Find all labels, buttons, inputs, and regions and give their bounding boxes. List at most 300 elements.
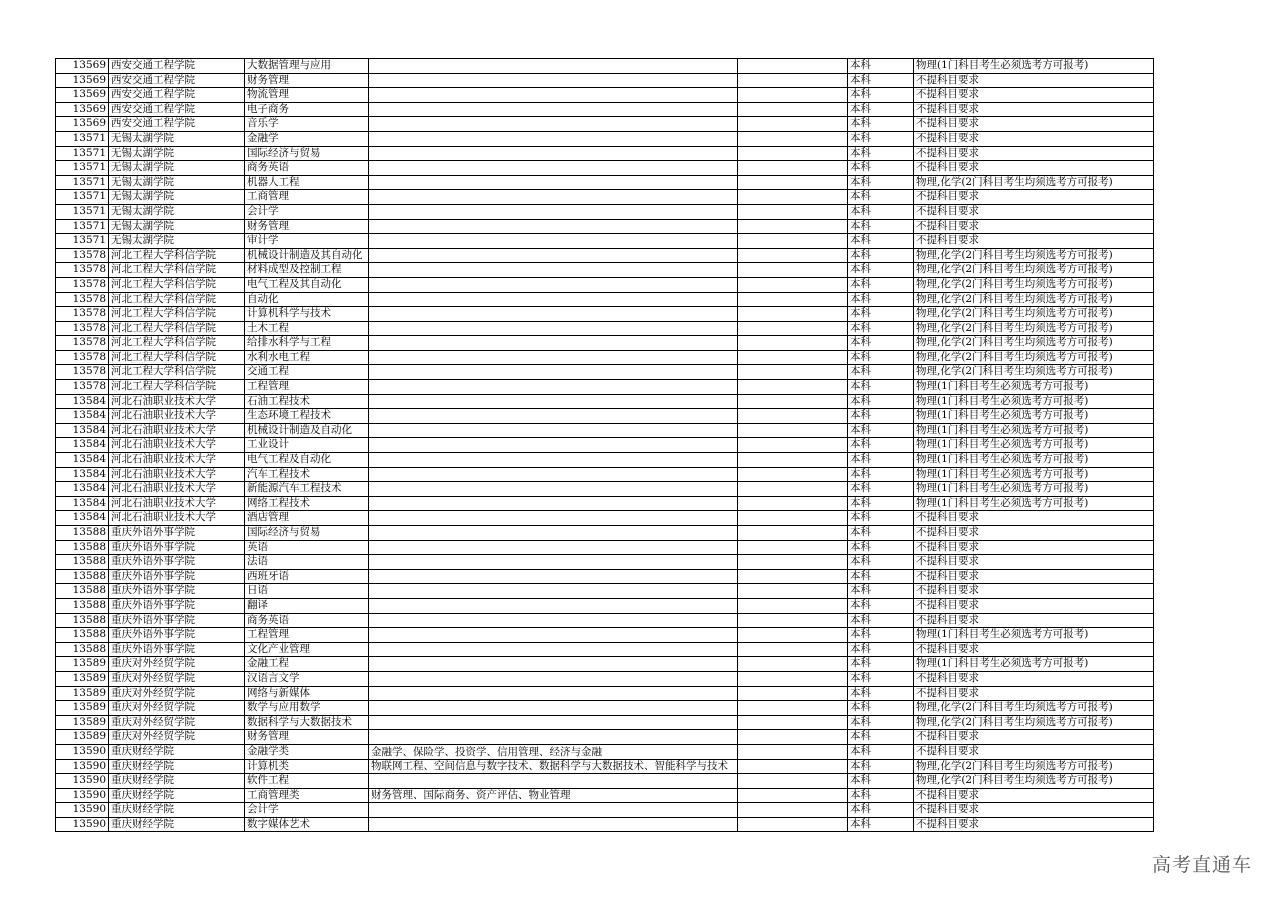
remark-cell (738, 102, 848, 117)
school-code-cell: 13571 (56, 146, 109, 161)
school-code-cell: 13584 (56, 453, 109, 468)
subject-requirement-cell: 不提科目要求 (914, 73, 1154, 88)
major-name-cell: 工程管理 (245, 380, 369, 395)
major-name-cell: 数字媒体艺术 (245, 817, 369, 832)
included-majors-cell (369, 628, 738, 643)
major-name-cell: 商务英语 (245, 161, 369, 176)
remark-cell (738, 88, 848, 103)
school-code-cell: 13590 (56, 744, 109, 759)
level-cell: 本科 (848, 219, 914, 234)
school-code-cell: 13590 (56, 803, 109, 818)
remark-cell (738, 628, 848, 643)
level-cell: 本科 (848, 88, 914, 103)
subject-requirement-cell: 物理,化学(2门科目考生均须选考方可报考) (914, 350, 1154, 365)
major-name-cell: 电气工程及自动化 (245, 453, 369, 468)
remark-cell (738, 715, 848, 730)
school-name-cell: 重庆财经学院 (109, 744, 245, 759)
subject-requirement-cell: 物理(1门科目考生必须选考方可报考) (914, 438, 1154, 453)
included-majors-cell (369, 511, 738, 526)
level-cell: 本科 (848, 146, 914, 161)
subject-requirement-cell: 物理(1门科目考生必须选考方可报考) (914, 394, 1154, 409)
table-row (56, 715, 1154, 730)
remark-cell (738, 336, 848, 351)
subject-requirement-cell: 不提科目要求 (914, 526, 1154, 541)
major-name-cell: 西班牙语 (245, 569, 369, 584)
level-cell: 本科 (848, 569, 914, 584)
table-row (56, 88, 1154, 103)
included-majors-cell (369, 467, 738, 482)
school-code-cell: 13571 (56, 175, 109, 190)
school-name-cell: 河北石油职业技术大学 (109, 409, 245, 424)
school-name-cell: 河北工程大学科信学院 (109, 321, 245, 336)
subject-requirement-cell: 物理,化学(2门科目考生均须选考方可报考) (914, 701, 1154, 716)
included-majors-cell (369, 642, 738, 657)
major-name-cell: 法语 (245, 555, 369, 570)
included-majors-cell (369, 350, 738, 365)
school-code-cell: 13578 (56, 248, 109, 263)
remark-cell (738, 511, 848, 526)
remark-cell (738, 190, 848, 205)
subject-requirement-cell: 不提科目要求 (914, 555, 1154, 570)
major-name-cell: 电子商务 (245, 102, 369, 117)
table-row (56, 146, 1154, 161)
remark-cell (738, 263, 848, 278)
subject-requirement-cell: 物理(1门科目考生必须选考方可报考) (914, 467, 1154, 482)
school-name-cell: 重庆外语外事学院 (109, 526, 245, 541)
school-name-cell: 重庆财经学院 (109, 774, 245, 789)
school-name-cell: 无锡太湖学院 (109, 204, 245, 219)
table-row (56, 511, 1154, 526)
major-name-cell: 英语 (245, 540, 369, 555)
table-row (56, 526, 1154, 541)
major-name-cell: 水利水电工程 (245, 350, 369, 365)
remark-cell (738, 409, 848, 424)
school-code-cell: 13589 (56, 686, 109, 701)
level-cell: 本科 (848, 613, 914, 628)
level-cell: 本科 (848, 190, 914, 205)
remark-cell (738, 730, 848, 745)
major-name-cell: 土木工程 (245, 321, 369, 336)
remark-cell (738, 526, 848, 541)
table-row (56, 277, 1154, 292)
school-code-cell: 13578 (56, 380, 109, 395)
included-majors-cell (369, 131, 738, 146)
included-majors-cell (369, 292, 738, 307)
subject-requirement-cell: 不提科目要求 (914, 788, 1154, 803)
major-name-cell: 机械设计制造及其自动化 (245, 248, 369, 263)
remark-cell (738, 774, 848, 789)
subject-requirement-cell: 物理,化学(2门科目考生均须选考方可报考) (914, 263, 1154, 278)
subject-requirement-cell: 不提科目要求 (914, 730, 1154, 745)
included-majors-cell (369, 613, 738, 628)
remark-cell (738, 496, 848, 511)
major-name-cell: 金融学 (245, 131, 369, 146)
included-majors-cell (369, 803, 738, 818)
level-cell: 本科 (848, 628, 914, 643)
table-row (56, 774, 1154, 789)
major-name-cell: 物流管理 (245, 88, 369, 103)
school-code-cell: 13588 (56, 569, 109, 584)
subject-requirement-cell: 物理(1门科目考生必须选考方可报考) (914, 628, 1154, 643)
level-cell: 本科 (848, 730, 914, 745)
school-name-cell: 河北石油职业技术大学 (109, 438, 245, 453)
major-name-cell: 会计学 (245, 803, 369, 818)
school-name-cell: 河北石油职业技术大学 (109, 482, 245, 497)
school-code-cell: 13588 (56, 598, 109, 613)
table-row (56, 759, 1154, 774)
school-code-cell: 13589 (56, 657, 109, 672)
major-name-cell: 大数据管理与应用 (245, 59, 369, 74)
school-name-cell: 西安交通工程学院 (109, 117, 245, 132)
school-name-cell: 重庆外语外事学院 (109, 613, 245, 628)
school-code-cell: 13589 (56, 730, 109, 745)
subject-requirement-cell: 物理,化学(2门科目考生均须选考方可报考) (914, 759, 1154, 774)
subject-requirement-cell: 物理(1门科目考生必须选考方可报考) (914, 59, 1154, 74)
school-name-cell: 重庆外语外事学院 (109, 569, 245, 584)
school-code-cell: 13590 (56, 774, 109, 789)
subject-requirement-cell: 物理,化学(2门科目考生均须选考方可报考) (914, 336, 1154, 351)
subject-requirement-cell: 不提科目要求 (914, 117, 1154, 132)
included-majors-cell (369, 277, 738, 292)
level-cell: 本科 (848, 511, 914, 526)
school-code-cell: 13588 (56, 540, 109, 555)
included-majors-cell (369, 380, 738, 395)
remark-cell (738, 146, 848, 161)
table-row (56, 394, 1154, 409)
included-majors-cell (369, 453, 738, 468)
school-code-cell: 13571 (56, 219, 109, 234)
level-cell: 本科 (848, 102, 914, 117)
table-row (56, 350, 1154, 365)
included-majors-cell (369, 219, 738, 234)
included-majors-cell (369, 657, 738, 672)
level-cell: 本科 (848, 234, 914, 249)
table-row (56, 730, 1154, 745)
level-cell: 本科 (848, 482, 914, 497)
school-name-cell: 河北工程大学科信学院 (109, 350, 245, 365)
included-majors-cell (369, 59, 738, 74)
school-name-cell: 重庆外语外事学院 (109, 540, 245, 555)
level-cell: 本科 (848, 204, 914, 219)
level-cell: 本科 (848, 73, 914, 88)
school-name-cell: 西安交通工程学院 (109, 73, 245, 88)
remark-cell (738, 598, 848, 613)
subject-requirement-cell: 不提科目要求 (914, 190, 1154, 205)
school-name-cell: 河北石油职业技术大学 (109, 453, 245, 468)
level-cell: 本科 (848, 584, 914, 599)
school-name-cell: 河北工程大学科信学院 (109, 248, 245, 263)
table-row (56, 321, 1154, 336)
included-majors-cell (369, 307, 738, 322)
table-row (56, 234, 1154, 249)
remark-cell (738, 453, 848, 468)
remark-cell (738, 307, 848, 322)
remark-cell (738, 657, 848, 672)
table-row (56, 365, 1154, 380)
school-name-cell: 重庆外语外事学院 (109, 598, 245, 613)
subject-requirement-cell: 不提科目要求 (914, 598, 1154, 613)
school-name-cell: 河北工程大学科信学院 (109, 380, 245, 395)
level-cell: 本科 (848, 526, 914, 541)
major-name-cell: 数学与应用数学 (245, 701, 369, 716)
major-name-cell: 金融工程 (245, 657, 369, 672)
level-cell: 本科 (848, 117, 914, 132)
table-row (56, 467, 1154, 482)
level-cell: 本科 (848, 409, 914, 424)
school-name-cell: 河北石油职业技术大学 (109, 467, 245, 482)
school-name-cell: 重庆对外经贸学院 (109, 657, 245, 672)
level-cell: 本科 (848, 277, 914, 292)
included-majors-cell (369, 204, 738, 219)
included-majors-cell (369, 715, 738, 730)
subject-requirement-cell: 物理,化学(2门科目考生均须选考方可报考) (914, 248, 1154, 263)
subject-requirement-cell: 不提科目要求 (914, 511, 1154, 526)
table-row (56, 453, 1154, 468)
remark-cell (738, 131, 848, 146)
major-name-cell: 财务管理 (245, 219, 369, 234)
included-majors-cell (369, 102, 738, 117)
remark-cell (738, 642, 848, 657)
level-cell: 本科 (848, 642, 914, 657)
school-name-cell: 西安交通工程学院 (109, 102, 245, 117)
school-code-cell: 13571 (56, 161, 109, 176)
school-code-cell: 13589 (56, 715, 109, 730)
included-majors-cell (369, 774, 738, 789)
subject-requirement-cell: 不提科目要求 (914, 569, 1154, 584)
table-row (56, 263, 1154, 278)
included-majors-cell: 金融学、保险学、投资学、信用管理、经济与金融 (369, 744, 738, 759)
school-code-cell: 13584 (56, 423, 109, 438)
table-row (56, 584, 1154, 599)
school-name-cell: 西安交通工程学院 (109, 88, 245, 103)
major-name-cell: 国际经济与贸易 (245, 526, 369, 541)
level-cell: 本科 (848, 803, 914, 818)
school-code-cell: 13571 (56, 234, 109, 249)
school-code-cell: 13584 (56, 467, 109, 482)
subject-requirement-cell: 不提科目要求 (914, 131, 1154, 146)
school-name-cell: 重庆外语外事学院 (109, 628, 245, 643)
school-name-cell: 重庆外语外事学院 (109, 555, 245, 570)
table-row (56, 423, 1154, 438)
major-name-cell: 新能源汽车工程技术 (245, 482, 369, 497)
level-cell: 本科 (848, 394, 914, 409)
table-row (56, 613, 1154, 628)
remark-cell (738, 350, 848, 365)
level-cell: 本科 (848, 131, 914, 146)
level-cell: 本科 (848, 423, 914, 438)
table-row (56, 380, 1154, 395)
school-name-cell: 重庆财经学院 (109, 803, 245, 818)
level-cell: 本科 (848, 467, 914, 482)
subject-requirement-cell: 不提科目要求 (914, 161, 1154, 176)
table-row (56, 496, 1154, 511)
included-majors-cell (369, 336, 738, 351)
school-code-cell: 13569 (56, 73, 109, 88)
included-majors-cell (369, 161, 738, 176)
school-code-cell: 13578 (56, 263, 109, 278)
table-row (56, 59, 1154, 74)
major-name-cell: 自动化 (245, 292, 369, 307)
table-row (56, 117, 1154, 132)
table-row (56, 482, 1154, 497)
school-name-cell: 无锡太湖学院 (109, 131, 245, 146)
included-majors-cell: 物联网工程、空间信息与数字技术、数据科学与大数据技术、智能科学与技术 (369, 759, 738, 774)
school-name-cell: 河北石油职业技术大学 (109, 394, 245, 409)
included-majors-cell (369, 146, 738, 161)
table-row (56, 102, 1154, 117)
major-name-cell: 计算机类 (245, 759, 369, 774)
table-row (56, 131, 1154, 146)
school-code-cell: 13569 (56, 88, 109, 103)
remark-cell (738, 380, 848, 395)
remark-cell (738, 73, 848, 88)
school-code-cell: 13584 (56, 482, 109, 497)
subject-requirement-cell: 物理,化学(2门科目考生均须选考方可报考) (914, 774, 1154, 789)
remark-cell (738, 555, 848, 570)
table-row (56, 248, 1154, 263)
school-code-cell: 13590 (56, 759, 109, 774)
included-majors-cell (369, 365, 738, 380)
level-cell: 本科 (848, 759, 914, 774)
level-cell: 本科 (848, 453, 914, 468)
school-name-cell: 河北石油职业技术大学 (109, 496, 245, 511)
remark-cell (738, 438, 848, 453)
level-cell: 本科 (848, 380, 914, 395)
school-name-cell: 重庆对外经贸学院 (109, 730, 245, 745)
school-code-cell: 13578 (56, 307, 109, 322)
school-code-cell: 13584 (56, 394, 109, 409)
subject-requirement-cell: 物理,化学(2门科目考生均须选考方可报考) (914, 277, 1154, 292)
school-code-cell: 13590 (56, 788, 109, 803)
major-name-cell: 软件工程 (245, 774, 369, 789)
subject-requirement-cell: 物理,化学(2门科目考生均须选考方可报考) (914, 307, 1154, 322)
major-name-cell: 财务管理 (245, 73, 369, 88)
major-name-cell: 电气工程及其自动化 (245, 277, 369, 292)
school-name-cell: 河北石油职业技术大学 (109, 423, 245, 438)
school-name-cell: 无锡太湖学院 (109, 219, 245, 234)
major-name-cell: 日语 (245, 584, 369, 599)
subject-requirement-cell: 不提科目要求 (914, 686, 1154, 701)
school-code-cell: 13589 (56, 701, 109, 716)
included-majors-cell (369, 88, 738, 103)
school-code-cell: 13584 (56, 496, 109, 511)
subject-requirement-cell: 不提科目要求 (914, 817, 1154, 832)
major-name-cell: 国际经济与贸易 (245, 146, 369, 161)
level-cell: 本科 (848, 307, 914, 322)
school-name-cell: 重庆外语外事学院 (109, 584, 245, 599)
school-code-cell: 13578 (56, 336, 109, 351)
major-name-cell: 酒店管理 (245, 511, 369, 526)
school-name-cell: 重庆对外经贸学院 (109, 686, 245, 701)
school-name-cell: 河北工程大学科信学院 (109, 292, 245, 307)
included-majors-cell (369, 190, 738, 205)
major-name-cell: 会计学 (245, 204, 369, 219)
remark-cell (738, 744, 848, 759)
major-name-cell: 财务管理 (245, 730, 369, 745)
subject-requirement-cell: 物理,化学(2门科目考生均须选考方可报考) (914, 175, 1154, 190)
subject-requirement-cell: 不提科目要求 (914, 204, 1154, 219)
table-row (56, 438, 1154, 453)
table-row (56, 292, 1154, 307)
major-name-cell: 工业设计 (245, 438, 369, 453)
school-name-cell: 河北石油职业技术大学 (109, 511, 245, 526)
remark-cell (738, 321, 848, 336)
level-cell: 本科 (848, 817, 914, 832)
table-row (56, 817, 1154, 832)
level-cell: 本科 (848, 350, 914, 365)
school-name-cell: 无锡太湖学院 (109, 161, 245, 176)
school-name-cell: 河北工程大学科信学院 (109, 336, 245, 351)
remark-cell (738, 234, 848, 249)
level-cell: 本科 (848, 292, 914, 307)
school-code-cell: 13588 (56, 613, 109, 628)
level-cell: 本科 (848, 701, 914, 716)
included-majors-cell (369, 409, 738, 424)
major-name-cell: 机械设计制造及自动化 (245, 423, 369, 438)
watermark-text: 高考直通车 (1151, 854, 1252, 876)
subject-requirement-cell: 物理,化学(2门科目考生均须选考方可报考) (914, 365, 1154, 380)
table-row (56, 642, 1154, 657)
school-code-cell: 13584 (56, 438, 109, 453)
subject-requirement-cell: 不提科目要求 (914, 219, 1154, 234)
remark-cell (738, 204, 848, 219)
included-majors-cell (369, 701, 738, 716)
included-majors-cell (369, 671, 738, 686)
school-code-cell: 13588 (56, 526, 109, 541)
major-name-cell: 石油工程技术 (245, 394, 369, 409)
subject-requirement-cell: 物理(1门科目考生必须选考方可报考) (914, 380, 1154, 395)
major-name-cell: 工程管理 (245, 628, 369, 643)
school-name-cell: 重庆财经学院 (109, 759, 245, 774)
major-name-cell: 给排水科学与工程 (245, 336, 369, 351)
level-cell: 本科 (848, 496, 914, 511)
level-cell: 本科 (848, 744, 914, 759)
table-row (56, 409, 1154, 424)
remark-cell (738, 759, 848, 774)
table-row (56, 73, 1154, 88)
subject-requirement-cell: 不提科目要求 (914, 642, 1154, 657)
table-row (56, 803, 1154, 818)
school-code-cell: 13584 (56, 409, 109, 424)
school-code-cell: 13569 (56, 59, 109, 74)
included-majors-cell (369, 526, 738, 541)
school-code-cell: 13589 (56, 671, 109, 686)
level-cell: 本科 (848, 774, 914, 789)
level-cell: 本科 (848, 657, 914, 672)
included-majors-cell (369, 117, 738, 132)
table-row (56, 598, 1154, 613)
school-name-cell: 重庆对外经贸学院 (109, 671, 245, 686)
major-name-cell: 音乐学 (245, 117, 369, 132)
school-name-cell: 西安交通工程学院 (109, 59, 245, 74)
table-row (56, 628, 1154, 643)
subject-requirement-cell: 不提科目要求 (914, 671, 1154, 686)
included-majors-cell (369, 248, 738, 263)
school-code-cell: 13569 (56, 117, 109, 132)
included-majors-cell (369, 482, 738, 497)
major-name-cell: 机器人工程 (245, 175, 369, 190)
included-majors-cell (369, 686, 738, 701)
major-name-cell: 文化产业管理 (245, 642, 369, 657)
school-name-cell: 无锡太湖学院 (109, 146, 245, 161)
subject-requirement-cell: 物理(1门科目考生必须选考方可报考) (914, 409, 1154, 424)
subject-requirement-cell: 不提科目要求 (914, 803, 1154, 818)
school-name-cell: 河北工程大学科信学院 (109, 277, 245, 292)
subject-requirement-cell: 物理,化学(2门科目考生均须选考方可报考) (914, 292, 1154, 307)
school-name-cell: 河北工程大学科信学院 (109, 365, 245, 380)
included-majors-cell (369, 555, 738, 570)
included-majors-cell (369, 423, 738, 438)
